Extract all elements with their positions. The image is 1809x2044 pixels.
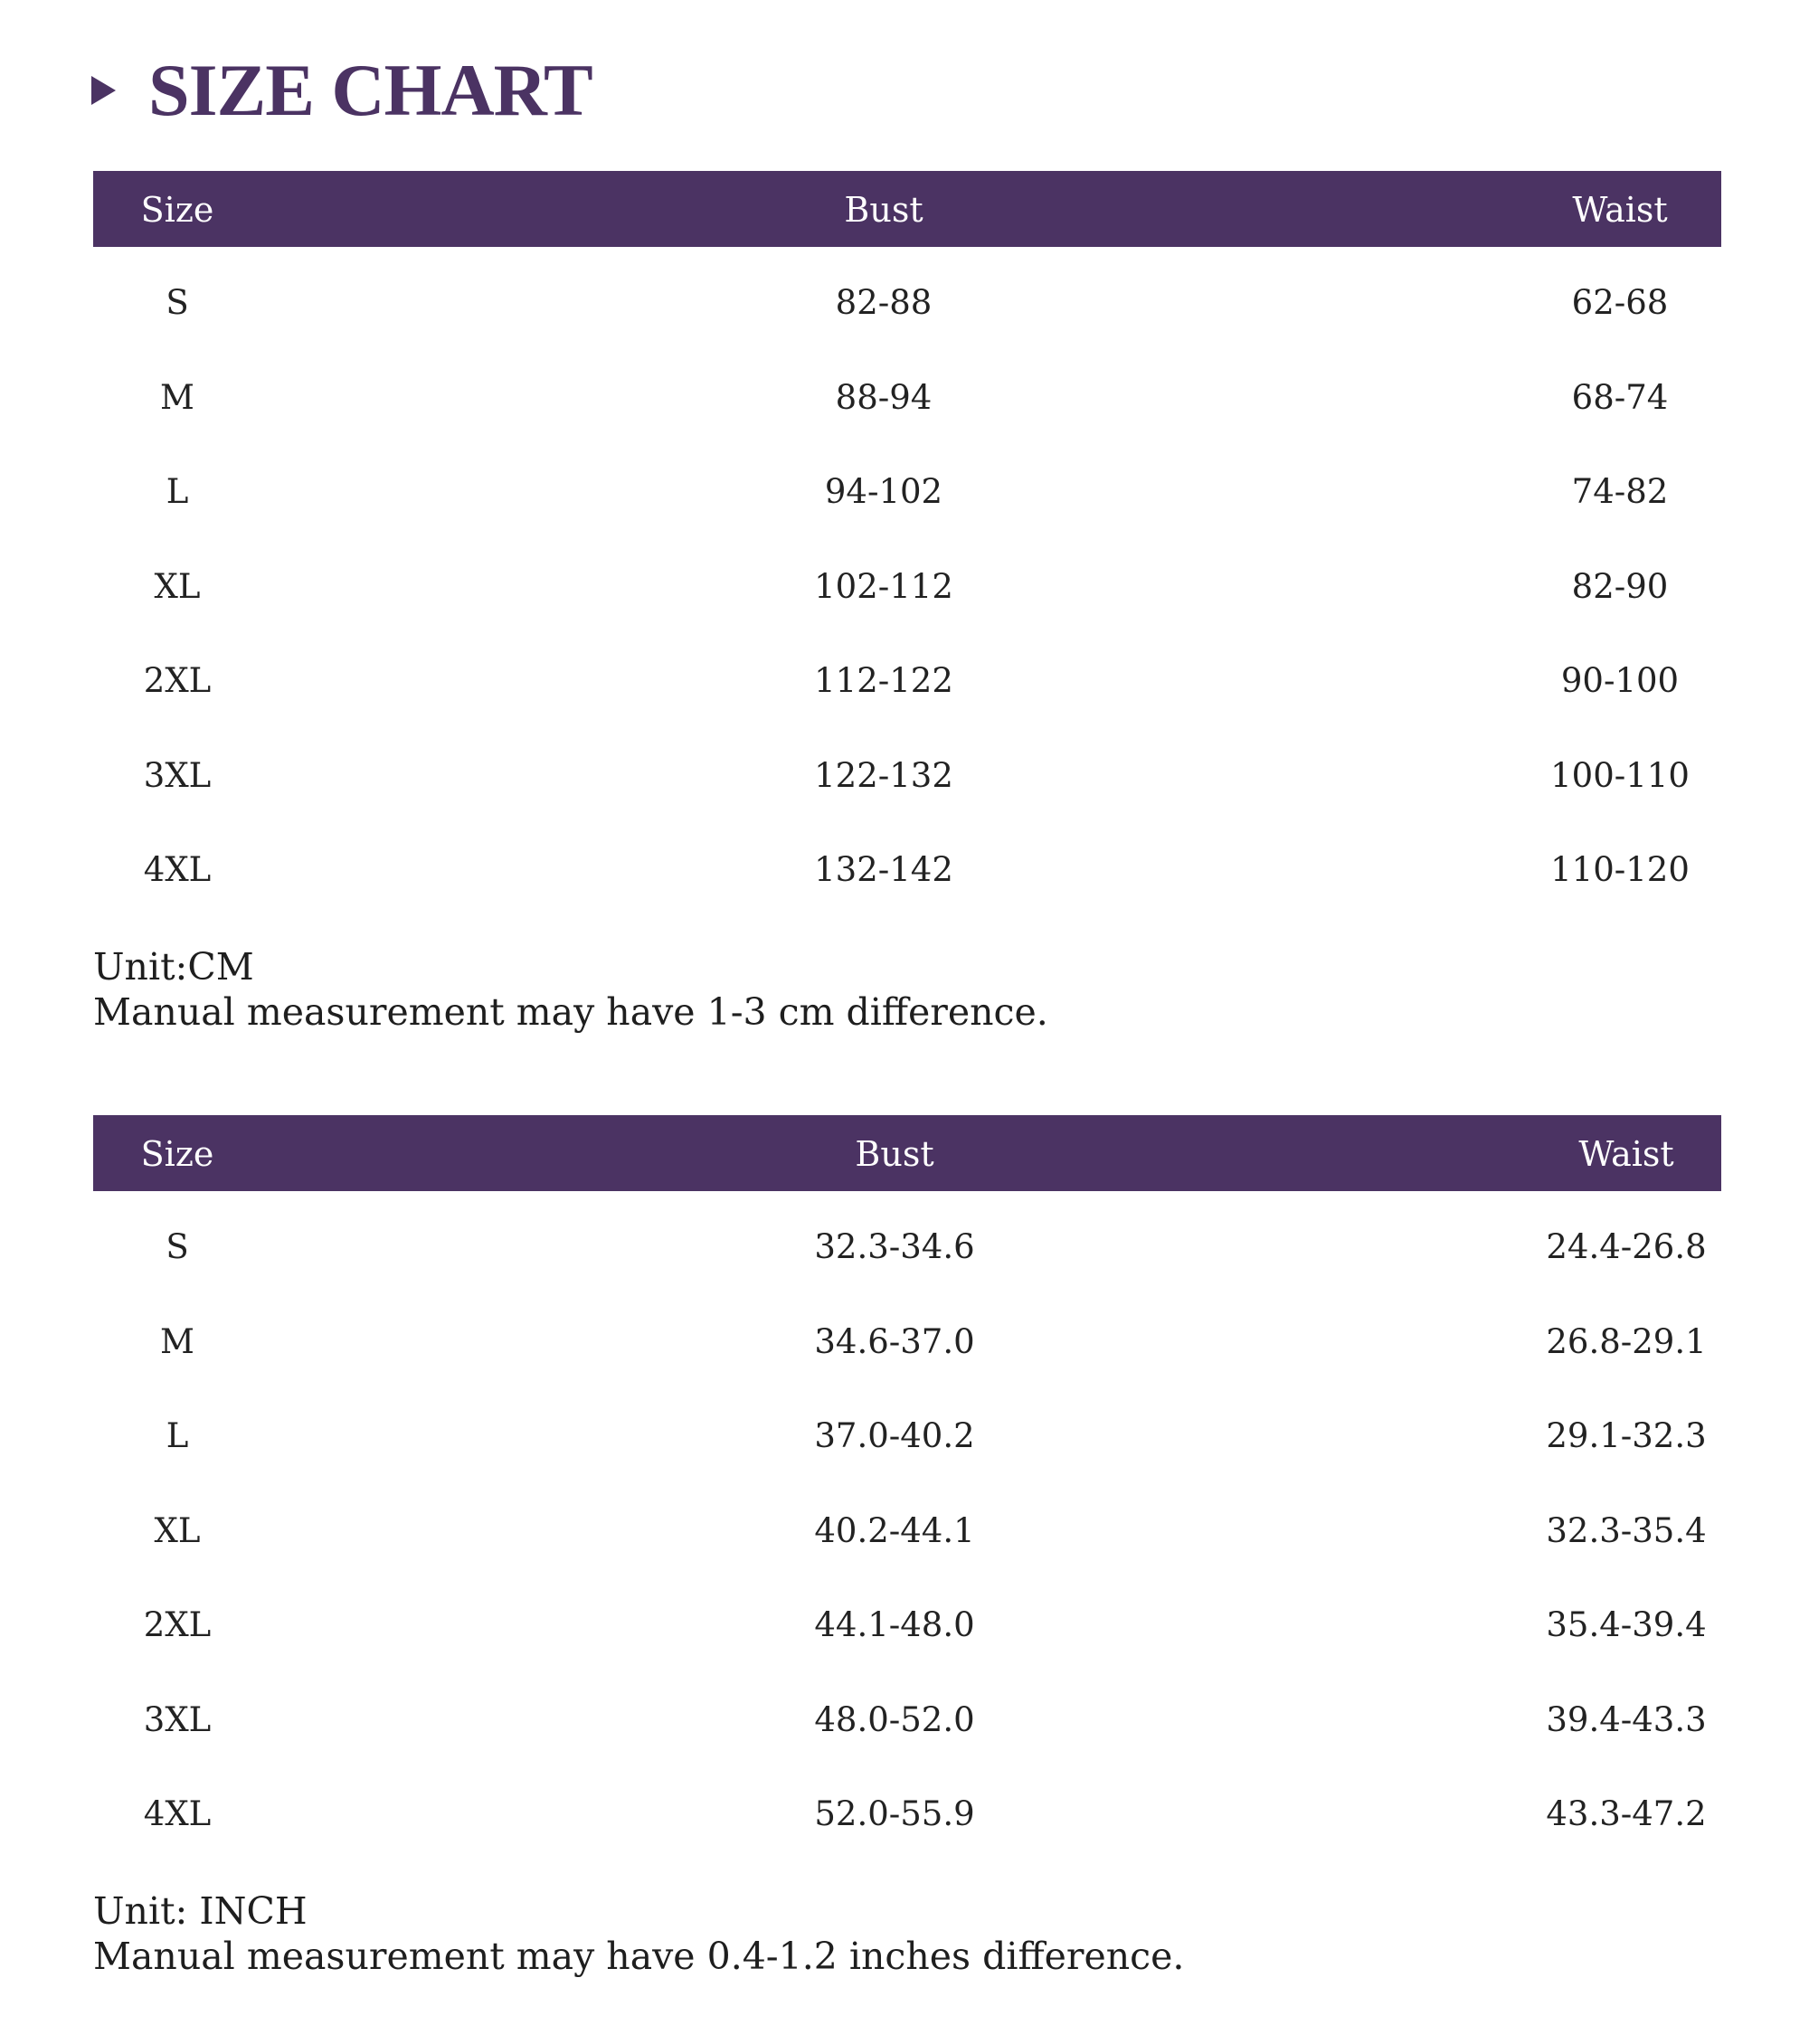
header-size: Size	[140, 190, 214, 230]
cell-size: XL	[154, 1510, 201, 1550]
table-row	[93, 445, 1721, 540]
table-row	[93, 1673, 1721, 1768]
table-row	[93, 1295, 1721, 1390]
header-waist: Waist	[1578, 1134, 1674, 1174]
table-header	[93, 171, 1721, 247]
cell-size: XL	[154, 566, 201, 606]
cell-waist: 100-110	[1550, 755, 1690, 795]
table-body	[93, 1191, 1721, 1862]
cell-size: 4XL	[143, 1794, 212, 1833]
unit-note-cm	[93, 944, 1048, 1035]
cell-bust: 48.0-52.0	[814, 1699, 975, 1739]
cell-bust: 37.0-40.2	[814, 1416, 975, 1455]
cell-waist: 62-68	[1571, 283, 1669, 322]
cell-bust: 102-112	[814, 566, 953, 606]
cell-bust: 112-122	[814, 661, 953, 700]
table-header	[93, 1115, 1721, 1191]
table-row	[93, 823, 1721, 918]
cell-waist: 82-90	[1571, 566, 1669, 606]
unit-label: Unit: INCH	[93, 1889, 308, 1933]
page-title-row	[91, 47, 592, 134]
size-table-inch	[93, 1115, 1721, 1862]
cell-size: 3XL	[143, 755, 212, 795]
unit-label: Unit:CM	[93, 945, 254, 989]
cell-size: L	[166, 472, 189, 511]
measurement-note: Manual measurement may have 1-3 cm difference.	[93, 990, 1048, 1034]
cell-waist: 29.1-32.3	[1546, 1416, 1707, 1455]
table-row	[93, 1389, 1721, 1484]
header-size: Size	[140, 1134, 214, 1174]
cell-waist: 43.3-47.2	[1546, 1794, 1707, 1833]
cell-size: L	[166, 1416, 189, 1455]
cell-bust: 44.1-48.0	[814, 1605, 975, 1644]
cell-waist: 26.8-29.1	[1546, 1321, 1707, 1361]
table-row	[93, 634, 1721, 729]
table-body	[93, 247, 1721, 918]
cell-bust: 82-88	[835, 283, 933, 322]
cell-size: M	[160, 377, 194, 417]
cell-waist: 90-100	[1560, 661, 1680, 700]
header-bust: Bust	[855, 1134, 934, 1174]
header-bust: Bust	[844, 190, 923, 230]
cell-bust: 32.3-34.6	[814, 1227, 975, 1266]
page-title: SIZE CHART	[148, 49, 592, 131]
table-row	[93, 1484, 1721, 1579]
cell-waist: 68-74	[1571, 377, 1669, 417]
triangle-bullet-icon	[91, 76, 116, 105]
cell-size: S	[166, 283, 189, 322]
cell-bust: 40.2-44.1	[814, 1510, 975, 1550]
cell-bust: 122-132	[814, 755, 953, 795]
table-row	[93, 540, 1721, 635]
table-row	[93, 256, 1721, 351]
measurement-note: Manual measurement may have 0.4-1.2 inches difference.	[93, 1935, 1185, 1978]
cell-size: M	[160, 1321, 194, 1361]
table-row	[93, 1767, 1721, 1862]
cell-bust: 34.6-37.0	[814, 1321, 975, 1361]
cell-size: 4XL	[143, 850, 212, 889]
cell-size: 3XL	[143, 1699, 212, 1739]
cell-size: S	[166, 1227, 189, 1266]
cell-bust: 132-142	[814, 850, 953, 889]
size-table-cm	[93, 171, 1721, 918]
cell-size: 2XL	[143, 1605, 212, 1644]
cell-waist: 35.4-39.4	[1546, 1605, 1707, 1644]
cell-bust: 94-102	[824, 472, 943, 511]
unit-note-inch	[93, 1888, 1184, 1979]
cell-waist: 32.3-35.4	[1546, 1510, 1707, 1550]
cell-waist: 110-120	[1550, 850, 1690, 889]
table-row	[93, 1200, 1721, 1295]
cell-size: 2XL	[143, 661, 212, 700]
table-row	[93, 729, 1721, 824]
cell-waist: 24.4-26.8	[1546, 1227, 1707, 1266]
cell-bust: 88-94	[835, 377, 933, 417]
cell-waist: 39.4-43.3	[1546, 1699, 1707, 1739]
cell-bust: 52.0-55.9	[814, 1794, 975, 1833]
table-row	[93, 1578, 1721, 1673]
table-row	[93, 351, 1721, 446]
header-waist: Waist	[1572, 190, 1668, 230]
cell-waist: 74-82	[1571, 472, 1669, 511]
